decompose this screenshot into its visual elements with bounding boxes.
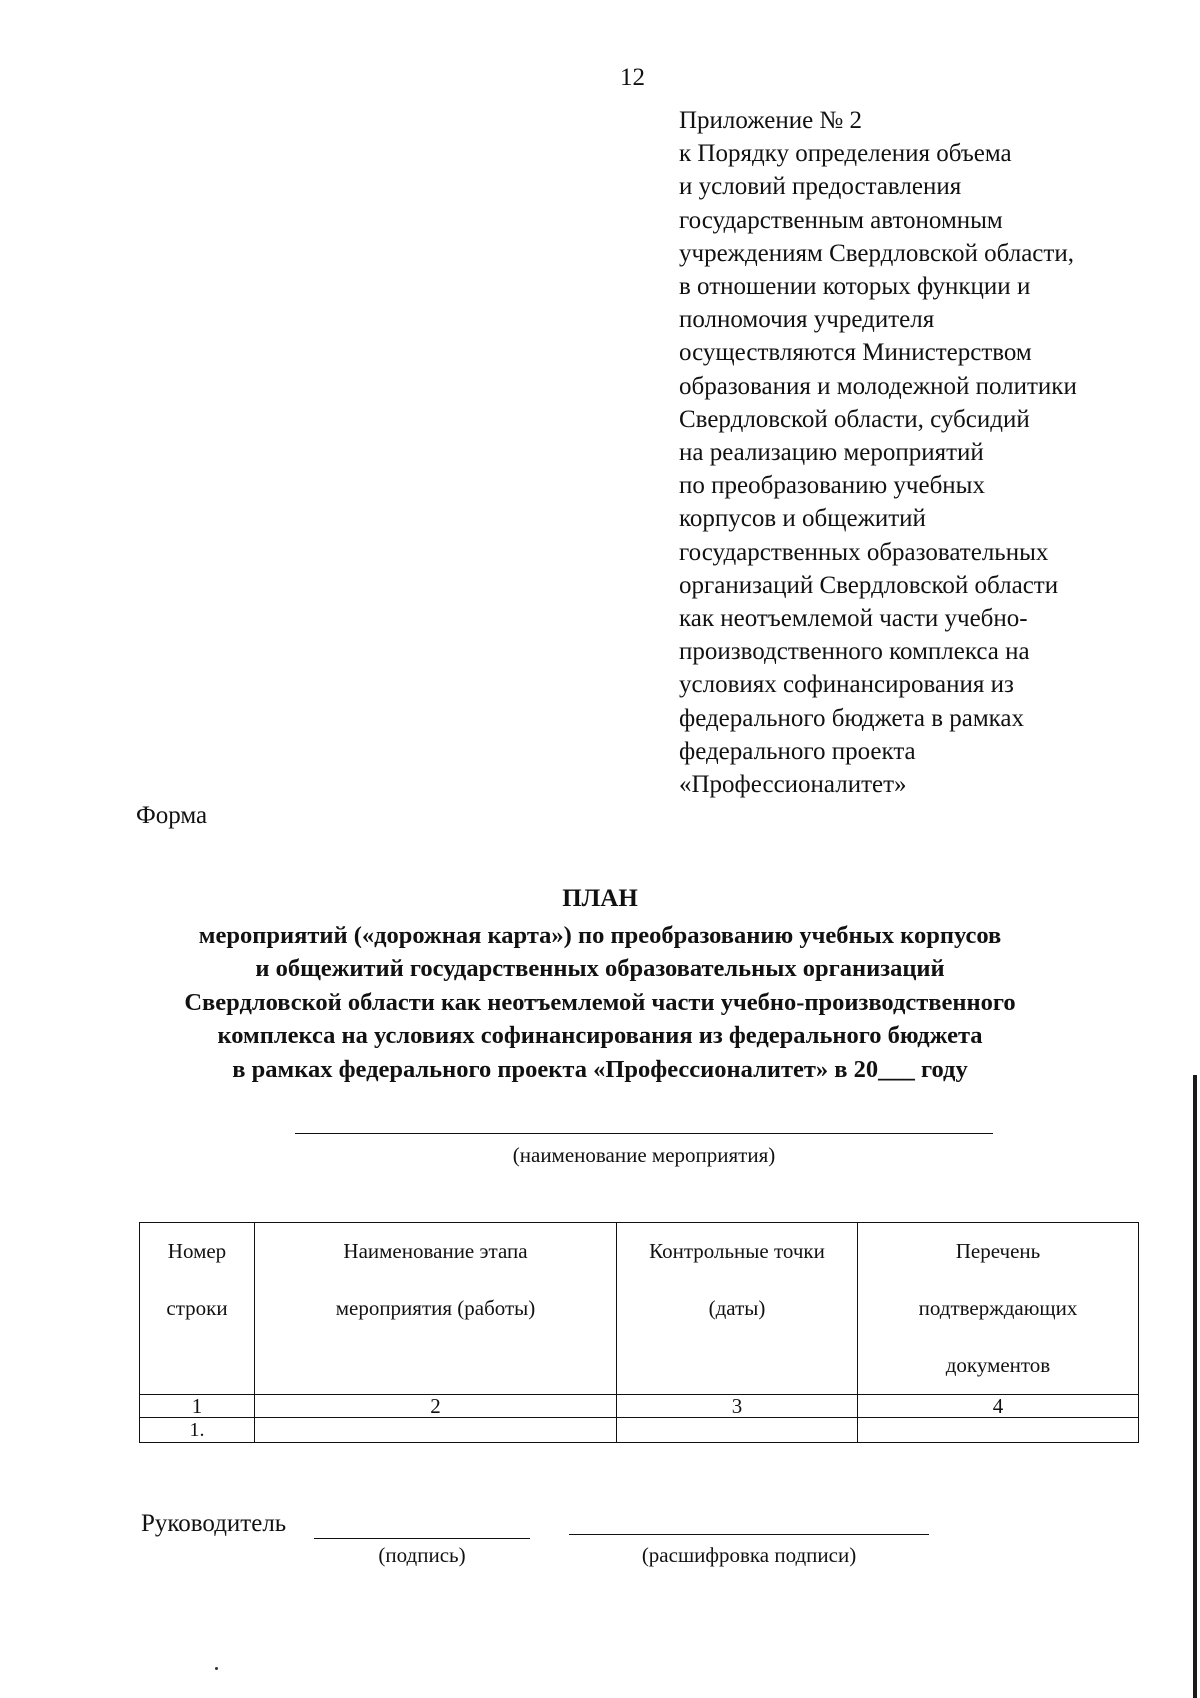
appendix-line: Свердловской области, субсидий [679, 405, 1030, 433]
table-cell [858, 1418, 1139, 1443]
header-text: (даты) [708, 1296, 766, 1320]
table-row [140, 1418, 1139, 1443]
plan-subtitle-line: Свердловской области как неотъемлемой части учебно-производственного [184, 988, 1016, 1016]
table-header-row [140, 1223, 1139, 1395]
appendix-line: государственным автономным [679, 206, 1003, 234]
appendix-line: и условий предоставления [679, 173, 962, 201]
appendix-line: на реализацию мероприятий [679, 439, 984, 467]
header-text: мероприятия (работы) [335, 1296, 536, 1320]
column-number: 4 [858, 1395, 1139, 1418]
page-number: 12 [620, 64, 645, 91]
plan-subtitle-line: мероприятий («дорожная карта») по преобразованию учебных корпусов [198, 922, 1002, 949]
appendix-line: федерального проекта [679, 737, 916, 765]
plan-title: ПЛАН [562, 885, 638, 912]
table-column-number-row [140, 1395, 1139, 1418]
appendix-line: корпусов и общежитий [679, 505, 926, 533]
event-name-line [295, 1133, 993, 1134]
appendix-line: организаций Свердловской области [679, 571, 1059, 599]
plan-subtitle-line: в рамках федерального проекта «Профессионалитет» в 20___ году [232, 1055, 968, 1083]
header-text: Контрольные точки [649, 1239, 825, 1263]
table-cell: 1. [140, 1418, 255, 1443]
appendix-line: государственных образовательных [679, 538, 1049, 566]
appendix-line: осуществляются Министерством [679, 339, 1032, 367]
column-number: 1 [140, 1395, 255, 1418]
header-checkpoints [617, 1223, 858, 1395]
header-text: документов [945, 1353, 1051, 1377]
header-text: строки [166, 1296, 228, 1320]
appendix-line: по преобразованию учебных [679, 472, 985, 500]
appendix-line: федерального бюджета в рамках [679, 704, 1025, 732]
plan-subtitle [100, 919, 1100, 1086]
plan-subtitle-line: комплекса на условиях софинансирования из федерального бюджета [217, 1022, 983, 1050]
appendix-line: полномочия учредителя [679, 306, 935, 334]
header-text: Наименование этапа [343, 1239, 528, 1263]
appendix-line: к Порядку определения объема [679, 140, 1012, 168]
column-number: 3 [617, 1395, 858, 1418]
plan-subtitle-line: и общежитий государственных образовательных организаций [255, 955, 945, 983]
scan-edge-mark [1193, 1075, 1197, 1698]
header-text: Номер [167, 1239, 227, 1263]
appendix-line: производственного комплекса на [679, 638, 1030, 666]
scan-dust-mark [215, 1667, 218, 1670]
header-stage-name [255, 1223, 617, 1395]
header-text: Перечень [955, 1239, 1041, 1263]
appendix-line: Приложение № 2 [679, 107, 863, 134]
appendix-line: образования и молодежной политики [679, 372, 1077, 400]
header-documents [858, 1223, 1139, 1395]
table-cell [617, 1418, 858, 1443]
appendix-line: в отношении которых функции и [679, 273, 1031, 301]
signature-decode-line [569, 1534, 929, 1535]
form-label: Форма [136, 802, 208, 829]
column-number: 2 [255, 1395, 617, 1418]
signature-caption: (подпись) [378, 1543, 466, 1567]
appendix-block [679, 104, 1179, 801]
appendix-line: учреждениям Свердловской области, [679, 239, 1074, 267]
signature-decode-caption: (расшифровка подписи) [641, 1543, 857, 1567]
appendix-line: как неотъемлемой части учебно- [679, 605, 1028, 633]
header-text: подтверждающих [918, 1296, 1078, 1320]
signature-line [314, 1538, 530, 1539]
signature-label: Руководитель [141, 1510, 287, 1537]
table-cell [255, 1418, 617, 1443]
appendix-line: «Профессионалитет» [679, 771, 907, 799]
plan-table [139, 1222, 1139, 1443]
event-name-caption: (наименование мероприятия) [512, 1143, 776, 1167]
appendix-line: условиях софинансирования из [679, 671, 1014, 699]
header-row-number [140, 1223, 255, 1395]
